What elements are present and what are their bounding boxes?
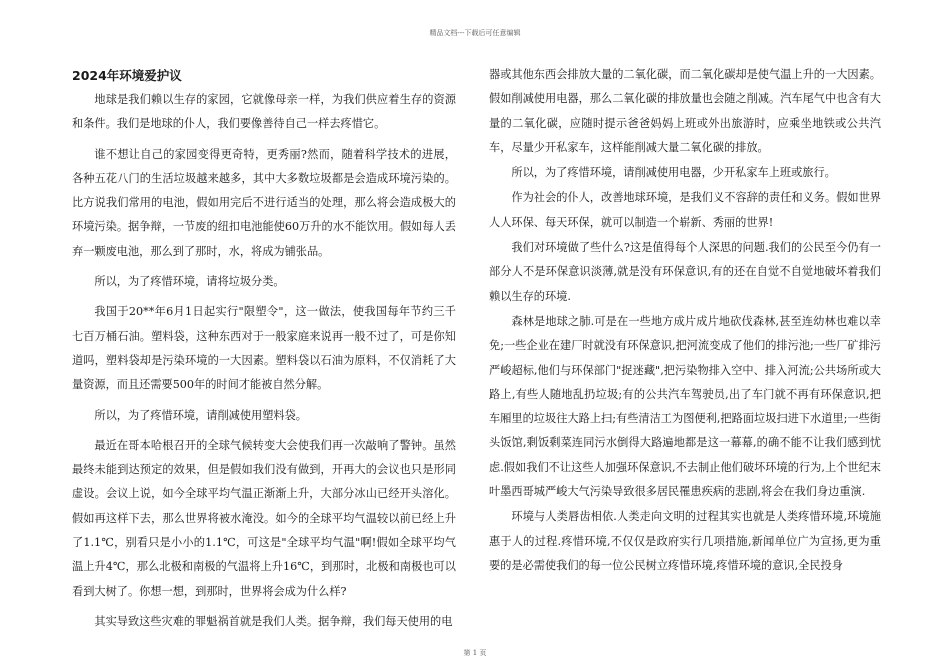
page-footer: 第 1 页 (463, 649, 487, 657)
paragraph: 所以，为了疼惜环境，请削减使用塑料袋。 (94, 408, 307, 422)
paragraph: 谁不想让自己的家园变得更奇特，更秀丽?然而，随着科学技术的进展，各种五花八门的生活垃圾越来越多，其中大多数垃圾都是会造成环境污染的。比方说我们常用的电池，假如用完后不进行适当的处理，那么将会造成极大的环境污染。据争辩，一节废的纽扣电池能使60万升的水不能饮用。假如每人丢弃一颗废电池，那么到了那时，水，将成为铺张品。 (72, 147, 456, 258)
paragraph: 环境与人类唇齿相依.人类走向文明的过程其实也就是人类疼惜环境,环境施惠于人的过程.疼惜环境,不仅仅是政府实行几项措施,新闻单位广为宣扬,更为重要的是必需使我们的每一位公民树立疼惜环境,疼惜环境的意识,全民投身 (489, 510, 881, 572)
paragraph: 我们对环境做了些什么?这是值得每个人深思的问题.我们的公民至今仍有一部分人不是环保意识淡薄,就是没有环保意识,有的还在自觉不自觉地破坏着我们赖以生存的环境. (489, 241, 881, 303)
document-title: 2024年环境爱护议 (72, 68, 182, 83)
paragraph: 所以，为了疼惜环境，请将垃圾分类。 (94, 275, 285, 289)
paragraph-continued: 器或其他东西会排放大量的二氧化碳，而二氧化碳却是使气温上升的一大因素。假如削减使用电器，那么二氧化碳的排放量也会随之削减。汽车尾气中也含有大量的二氧化碳，应随时提示爸爸妈妈上班或外出旅游时，应乘坐地铁或公共汽车，尽量少开私家车，这样能削减大量二氧化碳的排放。 (489, 68, 881, 154)
paragraph: 我国于20**年6月1日起实行"限塑令"，这一做法，使我国每年节约三千七百万桶石油。塑料袋，这种东西对于一般家庭来说再一般不过了，可是你知道吗，塑料袋却是污染环境的一大因素。塑料袋以石油为原料，不仅消耗了大量资源，而且还需要500年的时间才能被自然分解。 (72, 305, 456, 392)
paragraph: 地球是我们赖以生存的家园，它就像母亲一样，为我们供应着生存的资源和条件。我们是地球的仆人，我们要像善待自己一样去疼惜它。 (72, 93, 456, 131)
paragraph: 森林是地球之肺.可是在一些地方成片成片地砍伐森林,甚至连幼林也难以幸免;一些企业在建厂时就没有环保意识,把河流变成了他们的排污池;一些厂矿排污严峻超标,他们与环保部门"捉迷藏",把污染物排入空中、排入河流;公共场所或大路上,有些人随地乱扔垃圾;有的公共汽车驾驶员,出了车门就不再有环保意识,把车厢里的垃圾往大路上扫;有些清洁工为图便利,把路面垃圾扫进下水道里;一些街头饭馆,剩饭剩菜连同污水倒得大路遍地都是这一幕幕,的确不能不让我们感到忧虑.假如我们不让这些人加强环保意识,不去制止他们破坏环境的行为,上个世纪末叶墨西哥城严峻大气污染导致很多居民罹患疾病的悲剧,将会在我们身边重演. (489, 314, 881, 499)
paragraph: 最近在哥本哈根召开的全球气候转变大会使我们再一次敲响了警钟。虽然最终未能到达预定的效果，但是假如我们没有做到，开再大的会议也只是形同虚设。会议上说，如今全球平均气温正渐渐上升，大部分冰山已经开头溶化。假如再这样下去，那么世界将被水淹没。如今的全球平均气温较以前已经上升了1.1℃，别看只是小小的1.1℃，可这是"全球平均气温"啊!假如全球平均气温上升4℃，那么北极和南极的气温将上升16℃，到那时，北极和南极也可以看到大树了。你想一想，到那时，世界将会成为什么样? (72, 438, 456, 598)
paragraph: 其实导致这些灾难的罪魁祸首就是我们人类。据争辩，我们每天使用的电 (94, 614, 453, 628)
paragraph: 作为社会的仆人，改善地球环境，是我们义不容辞的责任和义务。假如世界人人环保、每天环保，就可以制造一个崭新、秀丽的世界! (489, 191, 881, 229)
right-column (489, 63, 881, 578)
page-header: 精品文档---下载后可任意编辑 (429, 29, 521, 37)
left-column (72, 64, 456, 634)
paragraph: 所以，为了疼惜环境，请削减使用电器，少开私家车上班或旅行。 (511, 166, 836, 180)
